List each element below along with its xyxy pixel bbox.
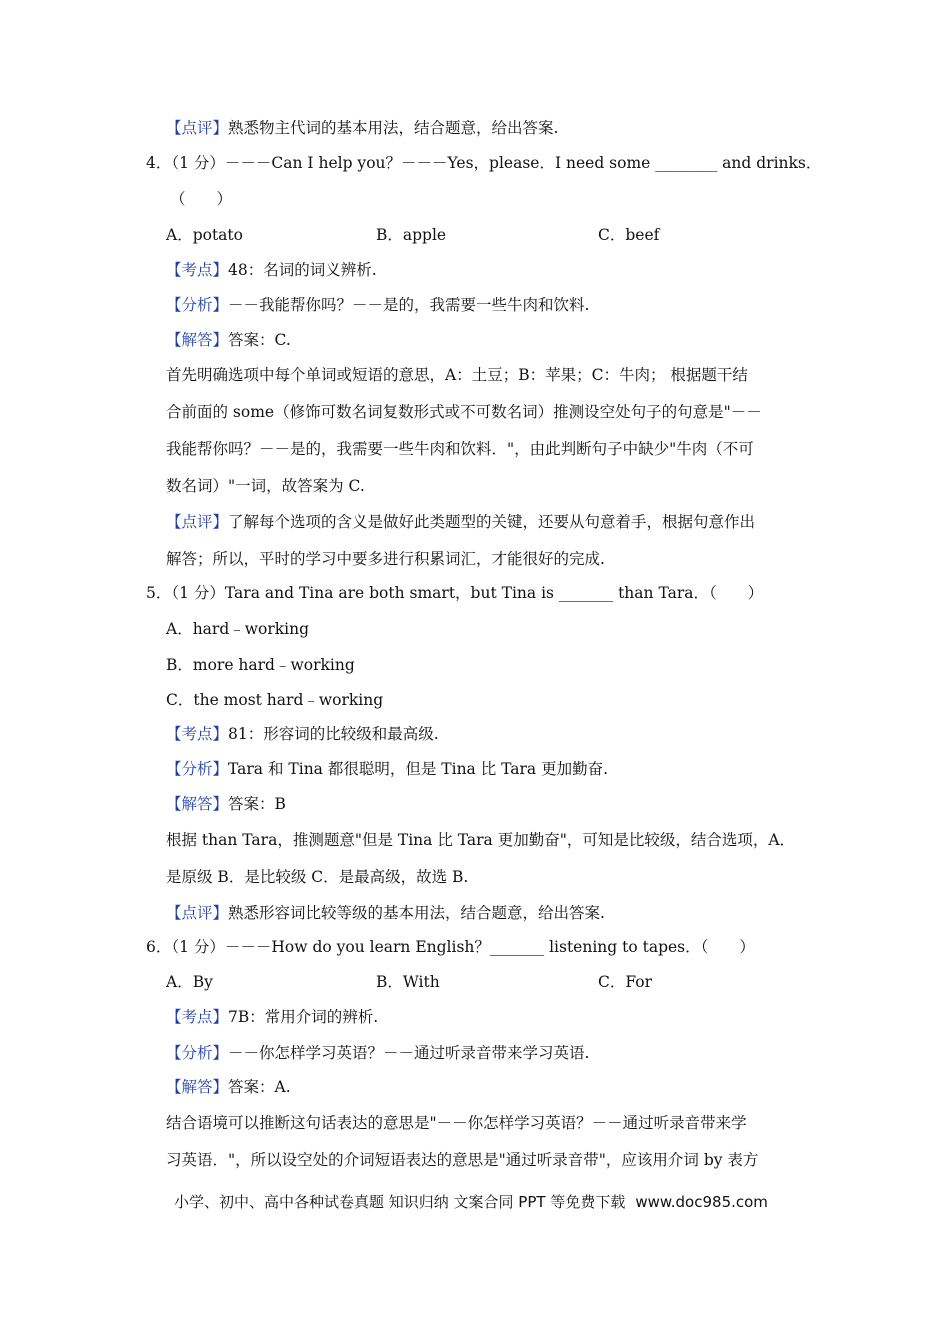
kaodian-text: 81：形容词的比较级和最高级. xyxy=(228,725,439,743)
comment-line xyxy=(166,117,558,139)
option-a: A．By xyxy=(166,973,213,991)
fenxi-text: －－你怎样学习英语？－－通过听录音带来学习英语. xyxy=(228,1044,590,1062)
explain-line: 我能帮你吗？－－是的，我需要一些牛肉和饮料．"，由此判断句子中缺少"牛肉（不可 xyxy=(166,440,754,458)
explain-line: 习英语．"，所以设空处的介词短语表达的意思是"通过听录音带"，应该用介词 by 表方 xyxy=(166,1151,759,1169)
question-5-stem xyxy=(146,582,763,604)
option-a: A．hard﹣working xyxy=(166,620,310,638)
question-6-stem xyxy=(146,936,755,958)
pingjia-text: 了解每个选项的含义是做好此类题型的关键，还要从句意着手，根据句意作出 xyxy=(228,513,756,531)
jieda-tag: 【解答】 xyxy=(166,795,229,813)
kaodian-tag: 【考点】 xyxy=(166,1008,229,1026)
fenxi-line xyxy=(166,758,608,780)
comment-tag: 【点评】 xyxy=(166,119,229,137)
fenxi-line xyxy=(166,294,589,316)
pingjia-line: 解答；所以，平时的学习中要多进行积累词汇，才能很好的完成. xyxy=(166,550,605,568)
question-number: 6． xyxy=(146,938,172,956)
explain-line: 结合语境可以推断这句话表达的意思是"－－你怎样学习英语？－－通过听录音带来学 xyxy=(166,1114,747,1132)
footer-text: 小学、初中、高中各种试卷真题 知识归纳 文案合同 PPT 等免费下载 xyxy=(174,1193,626,1211)
comment-text: 熟悉物主代词的基本用法，结合题意，给出答案. xyxy=(228,119,559,137)
jieda-text: 答案：B xyxy=(228,795,286,813)
question-number: 4． xyxy=(146,154,172,172)
fenxi-tag: 【分析】 xyxy=(166,296,229,314)
fenxi-tag: 【分析】 xyxy=(166,760,229,778)
question-4-stem xyxy=(146,152,821,174)
option-b: B．With xyxy=(376,973,440,991)
kaodian-text: 7B：常用介词的辨析. xyxy=(228,1008,379,1026)
option-b: B．more hard﹣working xyxy=(166,656,355,674)
jieda-tag: 【解答】 xyxy=(166,1078,229,1096)
question-number: 5． xyxy=(146,584,172,602)
question-4-paren: （ ） xyxy=(170,190,233,208)
option-c: C．For xyxy=(598,973,653,991)
question-text: （1 分）Tara and Tina are both smart，but Tina is _______ than Tara．（ ） xyxy=(171,584,764,602)
option-c: C．the most hard﹣working xyxy=(166,691,384,709)
kaodian-line xyxy=(166,1006,378,1028)
option-b: B．apple xyxy=(376,226,447,244)
explain-line: 合前面的 some（修饰可数名词复数形式或不可数名词）推测设空处句子的句意是"－－ xyxy=(166,403,762,421)
jieda-text: 答案：C. xyxy=(228,331,291,349)
pingjia-line xyxy=(166,511,755,533)
explain-line: 首先明确选项中每个单词或短语的意思，A：土豆；B：苹果；C：牛肉； 根据题干结 xyxy=(166,366,748,384)
option-c: C．beef xyxy=(598,226,660,244)
option-a: A．potato xyxy=(166,226,243,244)
fenxi-tag: 【分析】 xyxy=(166,1044,229,1062)
jieda-line xyxy=(166,1076,291,1098)
kaodian-tag: 【考点】 xyxy=(166,261,229,279)
kaodian-tag: 【考点】 xyxy=(166,725,229,743)
jieda-text: 答案：A. xyxy=(228,1078,291,1096)
explain-line: 是原级 B．是比较级 C．是最高级，故选 B. xyxy=(166,868,469,886)
explain-line: 根据 than Tara，推测题意"但是 Tina 比 Tara 更加勤奋"，可知是比较级，结合选项，A． xyxy=(166,831,796,849)
fenxi-text: －－我能帮你吗？－－是的，我需要一些牛肉和饮料. xyxy=(228,296,590,314)
page-footer xyxy=(174,1191,768,1212)
fenxi-line xyxy=(166,1042,589,1064)
explain-line: 数名词）"一词，故答案为 C. xyxy=(166,477,365,495)
jieda-line xyxy=(166,329,291,351)
kaodian-text: 48：名词的词义辨析. xyxy=(228,261,377,279)
question-text: （1 分）－－－Can I help you？－－－Yes，please．I need some ________ and drinks． xyxy=(171,154,822,172)
footer-url[interactable]: www.doc985.com xyxy=(635,1193,768,1211)
pingjia-tag: 【点评】 xyxy=(166,513,229,531)
kaodian-line xyxy=(166,723,439,745)
kaodian-line xyxy=(166,259,377,281)
pingjia-tag: 【点评】 xyxy=(166,904,229,922)
jieda-tag: 【解答】 xyxy=(166,331,229,349)
fenxi-text: Tara 和 Tina 都很聪明，但是 Tina 比 Tara 更加勤奋. xyxy=(228,760,609,778)
pingjia-line xyxy=(166,902,605,924)
pingjia-text: 熟悉形容词比较等级的基本用法，结合题意，给出答案. xyxy=(228,904,605,922)
question-text: （1 分）－－－How do you learn English？_______ listening to tapes．（ ） xyxy=(171,938,755,956)
jieda-line xyxy=(166,793,286,815)
